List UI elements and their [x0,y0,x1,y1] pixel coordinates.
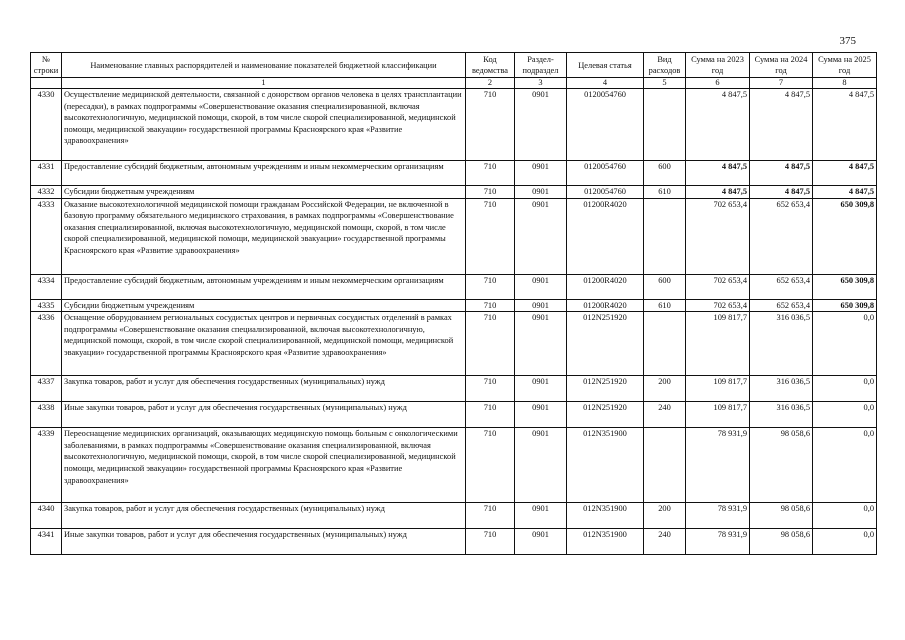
sum-2025: 0,0 [813,503,877,529]
section-code: 0901 [515,299,567,312]
row-name: Иные закупки товаров, работ и услуг для обеспечения государственных (муниципальных) нужд [62,529,466,555]
sum-2025: 0,0 [813,376,877,402]
target-code: 01200R4020 [567,198,644,274]
sum-2023: 78 931,9 [686,503,750,529]
dept-code: 710 [466,299,515,312]
row-name: Закупка товаров, работ и услуг для обеспечения государственных (муниципальных) нужд [62,503,466,529]
dept-code: 710 [466,529,515,555]
column-number: 6 [686,78,750,89]
column-number: 3 [515,78,567,89]
expense-type: 240 [644,402,686,428]
dept-code: 710 [466,402,515,428]
sum-2025: 0,0 [813,428,877,503]
section-code: 0901 [515,428,567,503]
column-number: 8 [813,78,877,89]
table-row [31,428,877,503]
section-code: 0901 [515,274,567,299]
row-name: Предоставление субсидий бюджетным, автономным учреждениям и иным некоммерческим организациям [62,274,466,299]
expense-type: 240 [644,529,686,555]
row-number: 4340 [31,503,62,529]
section-code: 0901 [515,402,567,428]
target-code: 0120054760 [567,161,644,186]
expense-type: 600 [644,161,686,186]
sum-2024: 652 653,4 [750,274,813,299]
dept-code: 710 [466,312,515,376]
sum-2025: 0,0 [813,529,877,555]
sum-2025: 4 847,5 [813,186,877,199]
header-dept-code: Код ведомства [466,53,515,78]
sum-2024: 316 036,5 [750,312,813,376]
row-name: Субсидии бюджетным учреждениям [62,299,466,312]
table-row [31,402,877,428]
dept-code: 710 [466,503,515,529]
sum-2025: 0,0 [813,402,877,428]
sum-2025: 4 847,5 [813,161,877,186]
table-row [31,186,877,199]
expense-type: 610 [644,186,686,199]
header-sum-2024: Сумма на 2024 год [750,53,813,78]
sum-2023: 78 931,9 [686,529,750,555]
expense-type [644,312,686,376]
column-number: 2 [466,78,515,89]
expense-type: 200 [644,376,686,402]
column-number: 5 [644,78,686,89]
sum-2023: 109 817,7 [686,376,750,402]
target-code: 012N351900 [567,503,644,529]
row-number: 4339 [31,428,62,503]
row-name: Оказание высокотехнологичной медицинской помощи гражданам Российской Федерации, не включенной в базовую программу обязательного медицинского страхования, в рамках подпрограммы «Совершенствование оказания специализированной, включая высокотехнологичную, медицинской помощи, скорой, в том числе скорой специализированной, медицинской помощи, медицинской эвакуации» государственной программы Красноярского края «Развитие здравоохранения» [62,198,466,274]
row-number: 4336 [31,312,62,376]
expense-type [644,198,686,274]
row-name: Осуществление медицинской деятельности, связанной с донорством органов человека в целях трансплантации (пересадки), в рамках подпрограммы «Совершенствование оказания специализированной, включая высокотехнологичную, медицинской помощи, скорой, в том числе скорой специализированной, медицинской помощи, медицинской эвакуации» государственной программы Красноярского края «Развитие здравоохранения» [62,89,466,161]
target-code: 0120054760 [567,186,644,199]
sum-2024: 4 847,5 [750,161,813,186]
row-number: 4331 [31,161,62,186]
table-row [31,161,877,186]
row-name: Предоставление субсидий бюджетным, автономным учреждениям и иным некоммерческим организациям [62,161,466,186]
section-code: 0901 [515,503,567,529]
target-code: 012N251920 [567,312,644,376]
sum-2024: 98 058,6 [750,529,813,555]
target-code: 012N351900 [567,428,644,503]
section-code: 0901 [515,186,567,199]
section-code: 0901 [515,198,567,274]
sum-2023: 109 817,7 [686,312,750,376]
table-row [31,274,877,299]
row-name: Субсидии бюджетным учреждениям [62,186,466,199]
target-code: 0120054760 [567,89,644,161]
sum-2023: 702 653,4 [686,198,750,274]
column-number: 1 [62,78,466,89]
section-code: 0901 [515,529,567,555]
sum-2025: 4 847,5 [813,89,877,161]
section-code: 0901 [515,89,567,161]
sum-2025: 650 309,8 [813,299,877,312]
row-number: 4333 [31,198,62,274]
row-name: Иные закупки товаров, работ и услуг для обеспечения государственных (муниципальных) нужд [62,402,466,428]
dept-code: 710 [466,428,515,503]
sum-2025: 650 309,8 [813,274,877,299]
sum-2023: 702 653,4 [686,274,750,299]
sum-2024: 652 653,4 [750,198,813,274]
sum-2023: 4 847,5 [686,161,750,186]
header-section: Раздел-подраздел [515,53,567,78]
header-sum-2025: Сумма на 2025 год [813,53,877,78]
table-row [31,503,877,529]
section-code: 0901 [515,376,567,402]
column-number: 7 [750,78,813,89]
dept-code: 710 [466,274,515,299]
header-row [31,53,877,78]
header-target: Целевая статья [567,53,644,78]
column-number-row [31,78,877,89]
target-code: 01200R4020 [567,299,644,312]
header-row-no: № строки [31,53,62,78]
target-code: 012N351900 [567,529,644,555]
sum-2024: 98 058,6 [750,428,813,503]
sum-2025: 650 309,8 [813,198,877,274]
table-row [31,529,877,555]
row-number: 4335 [31,299,62,312]
row-name: Переоснащение медицинских организаций, оказывающих медицинскую помощь больным с онкологическими заболеваниями, в рамках подпрограммы «Совершенствование оказания специализированной, включая высокотехнологичную, медицинской помощи, скорой, в том числе скорой специализированной, медицинской помощи, медицинской эвакуации» государственной программы Красноярского края «Развитие здравоохранения» [62,428,466,503]
table-row [31,198,877,274]
sum-2024: 316 036,5 [750,376,813,402]
header-name: Наименование главных распорядителей и наименование показателей бюджетной классификации [62,53,466,78]
sum-2024: 652 653,4 [750,299,813,312]
header-expense-type: Вид расходов [644,53,686,78]
sum-2024: 98 058,6 [750,503,813,529]
expense-type [644,89,686,161]
header-sum-2023: Сумма на 2023 год [686,53,750,78]
target-code: 012N251920 [567,402,644,428]
sum-2025: 0,0 [813,312,877,376]
row-name: Закупка товаров, работ и услуг для обеспечения государственных (муниципальных) нужд [62,376,466,402]
page-number: 375 [839,35,856,47]
row-number: 4334 [31,274,62,299]
sum-2023: 109 817,7 [686,402,750,428]
row-number: 4332 [31,186,62,199]
sum-2023: 4 847,5 [686,89,750,161]
dept-code: 710 [466,161,515,186]
dept-code: 710 [466,89,515,161]
row-number: 4337 [31,376,62,402]
column-number [31,78,62,89]
column-number: 4 [567,78,644,89]
sum-2024: 4 847,5 [750,186,813,199]
expense-type: 610 [644,299,686,312]
target-code: 012N251920 [567,376,644,402]
expense-type: 200 [644,503,686,529]
budget-table [30,52,877,555]
sum-2024: 316 036,5 [750,402,813,428]
section-code: 0901 [515,161,567,186]
row-name: Оснащение оборудованием региональных сосудистых центров и первичных сосудистых отделений в рамках подпрограммы «Совершенствование оказания специализированной, включая высокотехнологичную, медицинской помощи, скорой, в том числе скорой специализированной, медицинской помощи, медицинской эвакуации» государственной программы Красноярского края «Развитие здравоохранения» [62,312,466,376]
dept-code: 710 [466,186,515,199]
row-number: 4330 [31,89,62,161]
target-code: 01200R4020 [567,274,644,299]
table-row [31,89,877,161]
table-row [31,299,877,312]
dept-code: 710 [466,198,515,274]
expense-type [644,428,686,503]
section-code: 0901 [515,312,567,376]
sum-2023: 702 653,4 [686,299,750,312]
dept-code: 710 [466,376,515,402]
table-row [31,312,877,376]
sum-2024: 4 847,5 [750,89,813,161]
sum-2023: 78 931,9 [686,428,750,503]
row-number: 4341 [31,529,62,555]
table-row [31,376,877,402]
expense-type: 600 [644,274,686,299]
sum-2023: 4 847,5 [686,186,750,199]
row-number: 4338 [31,402,62,428]
